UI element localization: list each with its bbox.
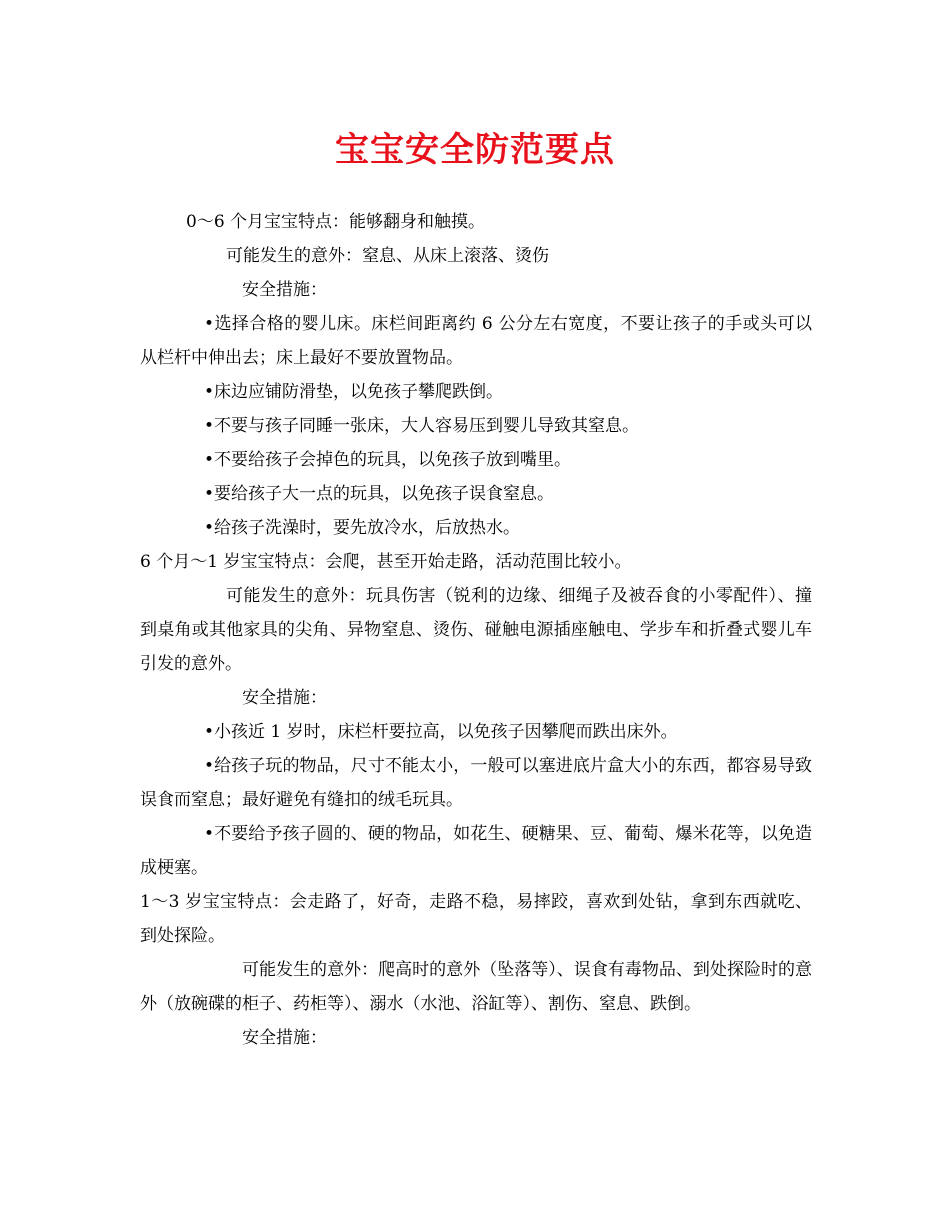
document-body xyxy=(140,205,812,1055)
paragraph-section1-measures-heading: 安全措施： xyxy=(242,280,327,300)
list-item: •给孩子洗澡时，要先放冷水，后放热水。 xyxy=(204,518,521,538)
list-item: •选择合格的婴儿床。床栏间距离约 6 公分左右宽度，不要让孩子的手或头可以从栏杆中伸出去；床上最好不要放置物品。 xyxy=(140,314,812,368)
list-item: •小孩近 1 岁时，床栏杆要拉高，以免孩子因攀爬而跌出床外。 xyxy=(204,722,678,742)
list-item: •床边应铺防滑垫，以免孩子攀爬跌倒。 xyxy=(204,382,504,402)
document-title: 宝宝安全防范要点 xyxy=(335,130,615,170)
paragraph-section2-risks: 可能发生的意外：玩具伤害（锐利的边缘、细绳子及被吞食的小零配件）、撞到桌角或其他家具的尖角、异物窒息、烫伤、碰触电源插座触电、学步车和折叠式婴儿车引发的意外。 xyxy=(140,586,812,674)
list-item: •不要与孩子同睡一张床，大人容易压到婴儿导致其窒息。 xyxy=(204,416,640,436)
list-item: •给孩子玩的物品，尺寸不能太小，一般可以塞进底片盒大小的东西，都容易导致误食而窒息；最好避免有缝扣的绒毛玩具。 xyxy=(140,756,812,810)
list-item: •不要给予孩子圆的、硬的物品，如花生、硬糖果、豆、葡萄、爆米花等，以免造成梗塞。 xyxy=(140,824,812,878)
list-item: •要给孩子大一点的玩具，以免孩子误食窒息。 xyxy=(204,484,555,504)
paragraph-section1-feature: 0～6 个月宝宝特点：能够翻身和触摸。 xyxy=(186,212,486,232)
list-item: •不要给孩子会掉色的玩具，以免孩子放到嘴里。 xyxy=(204,450,572,470)
paragraph-section1-risks: 可能发生的意外：窒息、从床上滚落、烫伤 xyxy=(226,246,549,266)
paragraph-section3-risks: 可能发生的意外：爬高时的意外（坠落等）、误食有毒物品、到处探险时的意外（放碗碟的柜子、药柜等）、溺水（水池、浴缸等）、割伤、窒息、跌倒。 xyxy=(140,960,812,1014)
paragraph-section3-measures-heading: 安全措施： xyxy=(242,1028,327,1048)
paragraph-section2-feature: 6 个月～1 岁宝宝特点：会爬，甚至开始走路，活动范围比较小。 xyxy=(140,552,632,572)
paragraph-section2-measures-heading: 安全措施： xyxy=(242,688,327,708)
paragraph-section3-feature: 1～3 岁宝宝特点：会走路了，好奇，走路不稳，易摔跤，喜欢到处钻，拿到东西就吃、到处探险。 xyxy=(140,892,812,946)
